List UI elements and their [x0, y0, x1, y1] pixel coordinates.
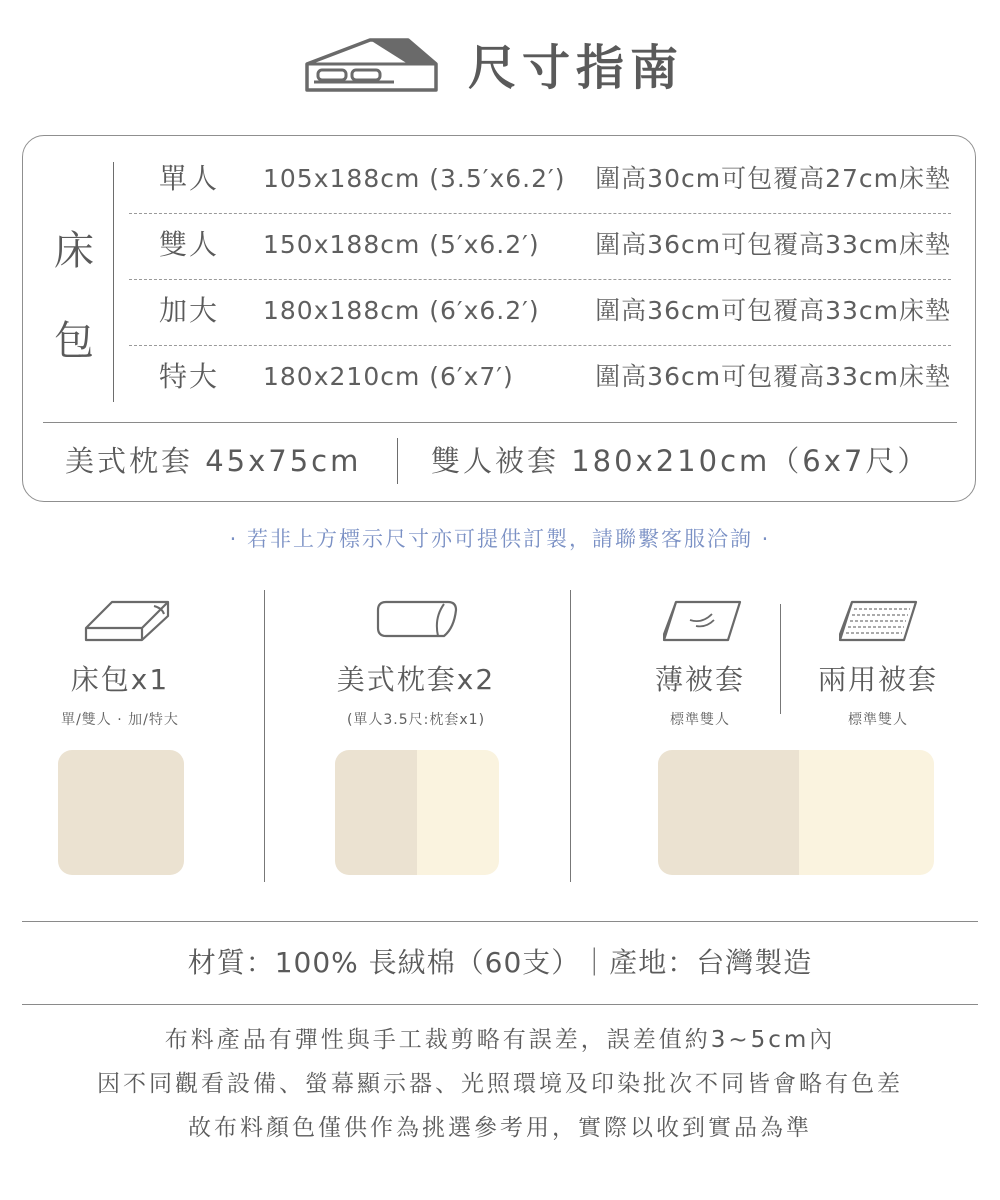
fitted-sheet-label	[51, 206, 97, 386]
size-row	[129, 278, 951, 344]
color-swatch	[335, 750, 499, 875]
product-title: 美式枕套x2	[336, 663, 496, 696]
product-subtitle: 單/雙人 · 加/特大	[61, 712, 179, 728]
size-dimension: 150x188cm (5′x6.2′)	[263, 230, 540, 259]
fitted-sheet-char: 床	[54, 228, 94, 274]
product-title: 兩用被套	[817, 663, 938, 696]
product-title: 薄被套	[654, 663, 745, 696]
quilted-duvet-icon	[836, 598, 920, 644]
size-height: 圍高36cm可包覆高33cm床墊	[595, 362, 951, 391]
divider	[397, 438, 398, 484]
fitted-sheet-char: 包	[54, 318, 94, 364]
size-name: 單人	[159, 162, 220, 195]
size-dimension: 105x188cm (3.5′x6.2′)	[263, 164, 566, 193]
product-subtitle: 標準雙人	[670, 712, 730, 728]
color-swatch	[658, 750, 934, 875]
divider	[43, 422, 957, 423]
page-title: 尺寸指南	[468, 40, 685, 96]
mattress-icon	[82, 596, 172, 646]
pillowcase-size: 美式枕套 45x75cm	[65, 444, 362, 478]
size-row	[129, 146, 951, 212]
size-row	[129, 212, 951, 278]
swatch-beige	[335, 750, 417, 875]
size-name: 加大	[159, 294, 220, 327]
size-name: 雙人	[159, 228, 220, 261]
size-table	[22, 135, 976, 502]
product-subtitle: (單人3.5尺:枕套x1)	[346, 712, 486, 728]
divider	[22, 921, 978, 922]
size-height: 圍高30cm可包覆高27cm床墊	[595, 164, 951, 193]
divider	[264, 590, 265, 882]
disclaimer-line: 因不同觀看設備、螢幕顯示器、光照環境及印染批次不同皆會略有色差	[97, 1071, 903, 1097]
bed-house-icon	[304, 36, 440, 94]
product-subtitle: 標準雙人	[848, 712, 908, 728]
header	[0, 30, 1000, 110]
thin-quilt-icon	[660, 598, 744, 644]
material-info: 材質：100% 長絨棉（60支）｜產地：台灣製造	[187, 946, 813, 979]
size-name: 特大	[159, 360, 220, 393]
divider	[22, 1004, 978, 1005]
swatch-beige	[658, 750, 799, 875]
size-dimension: 180x210cm (6′x7′)	[263, 362, 514, 391]
disclaimer-line: 故布料顏色僅供作為挑選參考用，實際以收到實品為準	[188, 1115, 812, 1141]
pillow-icon	[376, 598, 460, 640]
disclaimer-line: 布料產品有彈性與手工裁剪略有誤差，誤差值約3~5cm內	[164, 1027, 836, 1053]
color-swatch	[58, 750, 184, 875]
divider	[570, 590, 571, 882]
duvet-size: 雙人被套 180x210cm（6x7尺）	[431, 444, 930, 478]
swatch-cream	[799, 750, 934, 875]
swatch-cream	[417, 750, 499, 875]
custom-size-note: · 若非上方標示尺寸亦可提供訂製，請聯繫客服洽詢 ·	[229, 527, 771, 551]
size-height: 圍高36cm可包覆高33cm床墊	[595, 230, 951, 259]
size-row	[129, 344, 951, 410]
size-dimension: 180x188cm (6′x6.2′)	[263, 296, 540, 325]
divider	[113, 162, 114, 402]
product-title: 床包x1	[70, 663, 170, 696]
size-height: 圍高36cm可包覆高33cm床墊	[595, 296, 951, 325]
